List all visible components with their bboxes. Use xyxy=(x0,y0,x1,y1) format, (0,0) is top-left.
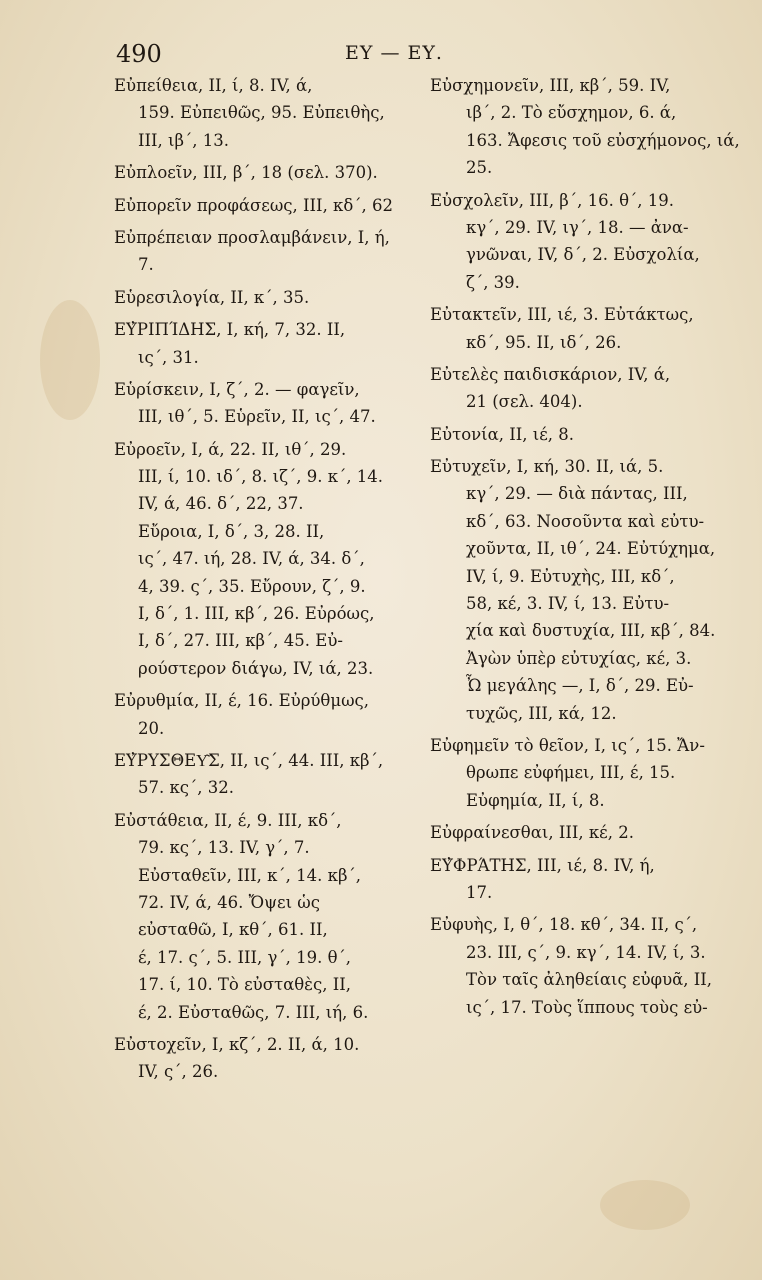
index-entry xyxy=(430,421,740,448)
entry-headword-line: Εὐφραίνεσθαι, III, κέ, 2. xyxy=(430,823,634,843)
entry-continuation-line: IV, ς΄, 26. xyxy=(138,1062,219,1082)
index-column-left xyxy=(114,72,420,1091)
entry-continuation-line: Εὐσταθεῖν, III, κ΄, 14. κβ΄, xyxy=(138,865,362,885)
entry-headword-line: Εὐπορεῖν προφάσεως, III, κδ΄, 62 xyxy=(114,195,394,215)
entry-continuation-line: Εὔροια, I, δ΄, 3, 28. II, xyxy=(138,521,325,541)
entry-headword-line: Εὐπρέπειαν προσλαμβάνειν, I, ή, xyxy=(114,227,390,247)
entry-headword-line: Εὐπλοεῖν, III, β΄, 18 (σελ. 370). xyxy=(114,163,378,183)
entry-continuation-line: έ, 2. Εὐσταθῶς, 7. III, ιή, 6. xyxy=(138,1002,369,1022)
entry-continuation-line: 72. IV, ά, 46. Ὄψει ὡς xyxy=(138,892,320,912)
index-entry xyxy=(430,187,740,297)
entry-continuation-line: κδ΄, 95. II, ιδ΄, 26. xyxy=(466,332,622,352)
index-entry xyxy=(114,747,420,802)
entry-continuation-line: III, ιθ΄, 5. Εὑρεῖν, II, ις΄, 47. xyxy=(138,407,376,427)
entry-continuation-line: 79. κς΄, 13. IV, γ΄, 7. xyxy=(138,838,310,858)
entry-continuation-line: εὐσταθῶ, I, κθ΄, 61. II, xyxy=(138,920,328,940)
entry-continuation-line: 57. κς΄, 32. xyxy=(138,778,235,798)
entry-continuation-line: 17. ί, 10. Τὸ εὐσταθὲς, II, xyxy=(138,975,352,995)
entry-headword-line: Εὐτελὲς παιδισκάριον, IV, ά, xyxy=(430,364,671,384)
entry-continuation-line: ις΄, 17. Τοὺς ἵππους τοὺς εὐ- xyxy=(466,997,708,1017)
entry-continuation-line: ις΄, 47. ιή, 28. IV, ά, 34. δ΄, xyxy=(138,549,365,569)
entry-headword-line: Εὐπείθεια, II, ί, 8. IV, ά, xyxy=(114,76,313,95)
entry-headword-line: Εὐτονία, II, ιέ, 8. xyxy=(430,424,575,444)
entry-headword-line: Εὐστοχεῖν, I, κζ΄, 2. II, ά, 10. xyxy=(114,1034,360,1054)
index-entry xyxy=(430,911,740,1021)
index-entry xyxy=(114,284,420,311)
paper-stain xyxy=(40,300,100,420)
entry-continuation-line: III, ί, 10. ιδ΄, 8. ιζ΄, 9. κ΄, 14. xyxy=(138,467,384,487)
entry-continuation-line: 21 (σελ. 404). xyxy=(466,392,583,412)
entry-continuation-line: ις΄, 31. xyxy=(138,347,199,367)
entry-headword-line: ΕΥ̓ΡΥΣΘΕΥ͂Σ, II, ις΄, 44. III, κβ΄, xyxy=(114,750,384,770)
entry-headword-line: Εὐσχολεῖν, III, β΄, 16. θ΄, 19. xyxy=(430,190,674,210)
entry-continuation-line: χοῦντα, II, ιθ΄, 24. Εὐτύχημα, xyxy=(466,539,716,559)
entry-continuation-line: χία καὶ δυστυχία, III, κβ΄, 84. xyxy=(466,621,716,641)
entry-continuation-line: IV, ά, 46. δ΄, 22, 37. xyxy=(138,494,304,514)
entry-headword-line: Εὑρίσκειν, I, ζ΄, 2. — φαγεῖν, xyxy=(114,379,360,399)
index-entry xyxy=(114,72,420,154)
entry-continuation-line: 23. III, ς΄, 9. κγ΄, 14. IV, ί, 3. xyxy=(466,942,706,962)
index-entry xyxy=(114,807,420,1026)
entry-headword-line: Εὐφημεῖν τὸ θεῖον, I, ις΄, 15. Ἄν- xyxy=(430,735,705,755)
entry-continuation-line: θρωπε εὐφήμει, III, έ, 15. xyxy=(466,763,676,783)
entry-continuation-line: Ὦ μεγάλης —, I, δ΄, 29. Εὐ- xyxy=(466,676,694,696)
index-entry xyxy=(430,301,740,356)
index-entry xyxy=(114,224,420,279)
entry-continuation-line: κδ΄, 63. Νοσοῦντα καὶ εὐτυ- xyxy=(466,511,705,531)
entry-continuation-line: κγ΄, 29. — διὰ πάντας, III, xyxy=(466,484,688,504)
entry-continuation-line: 58, κέ, 3. IV, ί, 13. Εὐτυ- xyxy=(466,594,670,614)
entry-headword-line: ΕΥ̓ΡΙΠΊΔΗΣ, I, κή, 7, 32. II, xyxy=(114,320,346,340)
index-entry xyxy=(430,361,740,416)
entry-continuation-line: έ, 17. ς΄, 5. III, γ΄, 19. θ΄, xyxy=(138,947,352,967)
entry-continuation-line: γνῶναι, IV, δ΄, 2. Εὐσχολία, xyxy=(466,245,700,265)
entry-headword-line: Εὐσχημονεῖν, III, κβ΄, 59. IV, xyxy=(430,76,671,95)
index-entry xyxy=(114,687,420,742)
entry-headword-line: Εὐρυθμία, II, έ, 16. Εὐρύθμως, xyxy=(114,691,370,711)
entry-headword-line: Εὐτυχεῖν, I, κή, 30. II, ιά, 5. xyxy=(430,457,664,477)
entry-continuation-line: ιβ΄, 2. Τὸ εὔσχημον, 6. ά, xyxy=(466,103,677,123)
entry-headword-line: Εὐροεῖν, I, ά, 22. II, ιθ΄, 29. xyxy=(114,439,347,459)
index-column-right xyxy=(430,72,740,1026)
entry-continuation-line: Εὐφημία, II, ί, 8. xyxy=(466,790,605,810)
entry-headword-line: ΕΥ̓ΦΡΆΤΗΣ, III, ιέ, 8. IV, ή, xyxy=(430,855,655,875)
entry-continuation-line: τυχῶς, III, κά, 12. xyxy=(466,703,617,723)
index-entry xyxy=(430,819,740,846)
entry-continuation-line: Τὸν ταῖς ἀληθείαις εὐφυᾶ, II, xyxy=(466,970,713,990)
entry-continuation-line: III, ιβ΄, 13. xyxy=(138,130,230,150)
index-entry xyxy=(430,852,740,907)
entry-headword-line: Εὐφυὴς, I, θ΄, 18. κθ΄, 34. II, ς΄, xyxy=(430,915,698,935)
index-entry xyxy=(114,192,420,219)
entry-continuation-line: ρούστερον διάγω, IV, ιά, 23. xyxy=(138,658,374,678)
entry-headword-line: Εὐστάθεια, II, έ, 9. III, κδ΄, xyxy=(114,810,342,830)
entry-headword-line: Εὐτακτεῖν, III, ιέ, 3. Εὐτάκτως, xyxy=(430,305,694,325)
entry-continuation-line: 4, 39. ς΄, 35. Εὔρουν, ζ΄, 9. xyxy=(138,576,366,596)
entry-continuation-line: 7. xyxy=(138,255,154,275)
index-entry xyxy=(114,159,420,186)
entry-continuation-line: 17. xyxy=(466,882,493,902)
entry-continuation-line: 25. xyxy=(466,158,493,178)
entry-continuation-line: I, δ΄, 1. III, κβ΄, 26. Εὐρόως, xyxy=(138,604,375,624)
index-entry xyxy=(114,376,420,431)
page-number: 490 xyxy=(116,40,162,68)
index-entry xyxy=(114,316,420,371)
entry-continuation-line: κγ΄, 29. IV, ιγ΄, 18. — ἀνα- xyxy=(466,217,689,237)
index-entry xyxy=(430,453,740,727)
index-entry xyxy=(114,436,420,683)
index-entry xyxy=(430,732,740,814)
paper-stain xyxy=(600,1180,690,1230)
entry-continuation-line: ζ΄, 39. xyxy=(466,272,520,292)
entry-continuation-line: 20. xyxy=(138,718,165,738)
entry-continuation-line: IV, ί, 9. Εὐτυχὴς, III, κδ΄, xyxy=(466,566,675,586)
entry-continuation-line: 163. Ἄφεσις τοῦ εὐσχήμονος, ιά, xyxy=(466,130,740,150)
entry-headword-line: Εὑρεσιλογία, II, κ΄, 35. xyxy=(114,287,310,307)
index-entry xyxy=(114,1031,420,1086)
entry-continuation-line: Ἀγὼν ὑπὲρ εὐτυχίας, κέ, 3. xyxy=(466,648,692,668)
entry-continuation-line: I, δ΄, 27. III, κβ΄, 45. Εὐ- xyxy=(138,631,343,651)
index-entry xyxy=(430,72,740,182)
entry-continuation-line: 159. Εὐπειθῶς, 95. Εὐπειθὴς, xyxy=(138,103,385,123)
running-title: ΕΥ — ΕΥ. xyxy=(345,42,443,64)
